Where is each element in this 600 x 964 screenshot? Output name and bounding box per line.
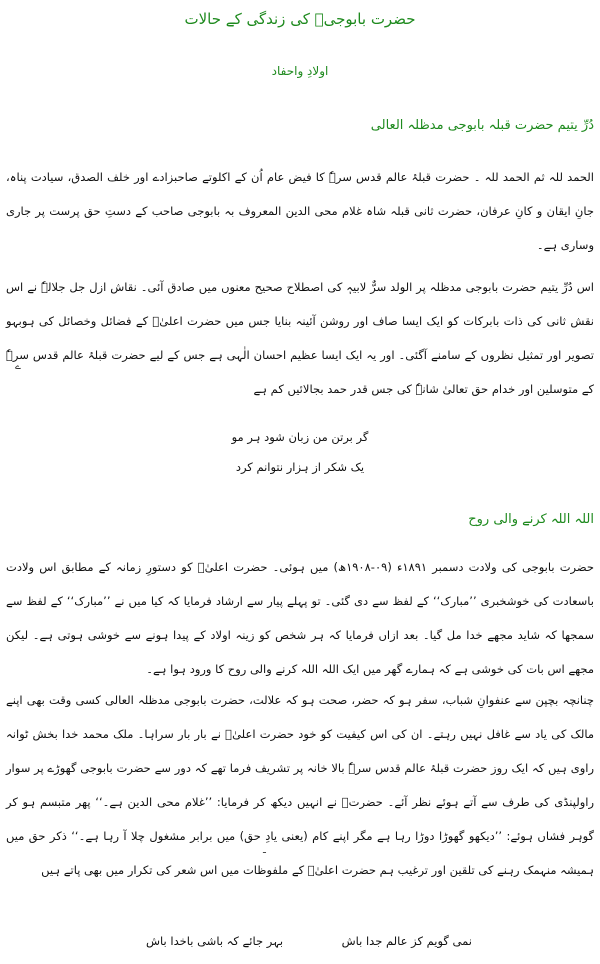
- paragraph-1: الحمد للہ ثم الحمد للہ ۔ حضرت قبلۂ عالم قدس سرہٗ کا فیض عام اُن کے اکلوتے صاحبزادے اور خلف الصدق، سیادت پناہ، جانِ ایقان و کانِ عرفان، حضرت ثانی قبلہ شاہ غلام محی الدین المعروف بہ بابوجی صاحب کے دستِ حق پرست پر جاری وساری ہے۔: [6, 170, 594, 252]
- section-heading-ruh: اللہ اللہ کرنے والی روح: [468, 512, 594, 527]
- stray-mark-2: ـ: [263, 845, 266, 856]
- page-subtitle: اولادِ واحفاد: [271, 64, 329, 78]
- verse-line-2: یک شکر از ہزار نتوانم کرد: [235, 460, 365, 474]
- verse-line-1: گر برتن من زبان شود ہر مو: [231, 430, 369, 444]
- paragraph-3: حضرت بابوجی کی ولادت دسمبر ۱۸۹۱ء (۰۹-۱۹۰۸ھ) میں ہوئی۔ حضرت اعلیٰؒ کو دستورِ زمانہ کے مطابق اس ولادت باسعادت کی خوشخبری ’’مبارک‘‘ کے لفظ سے دی گئی۔ تو پہلے پیار سے ارشاد فرمایا کہ کیا میں نے ’’مبارک‘‘ کے لفظ سے سمجھا کہ شاید مجھے خدا مل گیا۔ بعد ازاں فرمایا کہ ہر شخص کو زینہ اولاد کے پیدا ہونے سے خوشی ہوتی ہے۔ لیکن مجھے اس بات کی خوشی ہے کہ ہمارے گھر میں ایک اللہ اللہ کرنے والی روح کا ورود ہوا ہے۔: [6, 560, 594, 676]
- page-title: حضرت بابوجیؒ کی زندگی کے حالات: [184, 10, 416, 28]
- paragraph-4: چنانچہ بچپن سے عنفوانِ شباب، سفر ہو کہ حضر، صحت ہو کہ علالت، حضرت بابوجی مدظلہ العالی کسی وقت بھی اپنے مالک کی یاد سے غافل نہیں رہتے۔ ان کی اس کیفیت کو خود حضرت اعلیٰؒ نے بار بار سراہا۔ ملک محمد خدا بخش ٹوانہ راوی ہیں کہ ایک روز حضرت قبلۂ عالم قدس سرہٗ بالا خانہ پر تشریف فرما تھے کہ دور سے حضرت بابوجی گھوڑے پر سوار راولپنڈی کی طرف سے آتے ہوئے نظر آئے۔ حضرتؒ نے انہیں دیکھ کر فرمایا: ’’غلام محی الدین ہے۔‘‘ پھر متبسم ہو کر گوہر فشاں ہوئے: ’’دیکھو گھوڑا دوڑا رہا ہے مگر اپنے کام (یعنی یادِ حق) میں برابر مشغول چلا آ رہا ہے۔‘‘ ذکر حق میں ہمیشہ منہمک رہنے کی تلقین اور ترغیب ہم حضرت اعلیٰؒ کے ملفوظات میں اس شعر کی تکرار میں بھی پاتے ہیں: [6, 693, 594, 877]
- stray-mark: ے: [15, 361, 21, 372]
- section-heading-durr-e-yateem: دُرِّ یتیم حضرت قبلہ بابوجی مدظلہ العالی: [370, 118, 594, 133]
- bottom-verse-left: بہر جائے کہ باشی باخدا باش: [146, 934, 284, 948]
- bottom-verse-right: نمی گویم کز عالم جدا باش: [341, 934, 472, 948]
- paragraph-2: اس دُرِّ یتیم حضرت بابوجی مدظلہ پر الولد سرٌّ لابیہٖ کی اصطلاح صحیح معنوں میں صادق آئی۔ نقاش ازل جل جلالہٗ نے اس نقش ثانی کی ذات بابرکات کو ایک ایسا صاف اور روشن آئینہ بنایا جس میں حضرت اعلیٰؒ کے فضائل وخصائل کی ہوبہو تصویر اور تمثیل نظروں کے سامنے آگئی۔ اور یہ ایک ایسا عظیم احسان الٰہی ہے جس کے لیے حضرت قبلۂ عالم قدس سرہٗ کے متوسلین اور خدام حق تعالیٰ شانہٗ کی جس قدر حمد بجالائیں کم ہے: [6, 280, 594, 396]
